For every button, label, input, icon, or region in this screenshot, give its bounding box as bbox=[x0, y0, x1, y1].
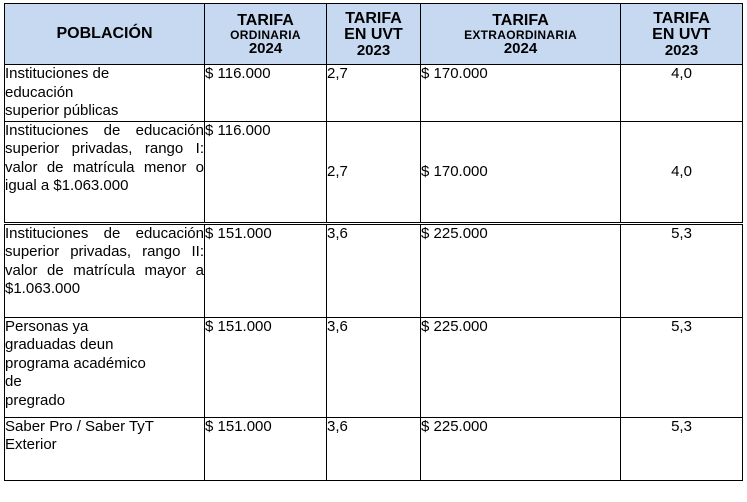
cell-tarifa-extraordinaria: $ 170.000 bbox=[421, 65, 621, 122]
cell-tarifa-ordinaria: $ 116.000 bbox=[205, 121, 327, 223]
cell-poblacion: Personas ya graduadas deun programa académico de pregrado bbox=[5, 317, 205, 417]
cell-tarifa-extraordinaria: $ 225.000 bbox=[421, 417, 621, 480]
header-line: EN UVT bbox=[652, 25, 711, 43]
header-line: EN UVT bbox=[344, 25, 403, 43]
cell-poblacion: Saber Pro / Saber TyT Exterior bbox=[5, 417, 205, 480]
cell-uvt-ordinaria: 2,7 bbox=[327, 121, 421, 223]
table-row bbox=[5, 317, 743, 417]
cell-uvt-ordinaria: 3,6 bbox=[327, 223, 421, 317]
cell-uvt-ordinaria: 3,6 bbox=[327, 317, 421, 417]
header-line: TARIFA bbox=[237, 11, 294, 29]
header-line: TARIFA bbox=[345, 9, 402, 27]
cell-poblacion: Instituciones de educación superior públicas bbox=[5, 65, 205, 122]
header-line: TARIFA bbox=[492, 11, 549, 29]
cell-uvt-ordinaria: 2,7 bbox=[327, 65, 421, 122]
header-tarifa-ordinaria bbox=[205, 4, 327, 65]
cell-tarifa-ordinaria: $ 151.000 bbox=[205, 417, 327, 480]
cell-uvt-extraordinaria: 5,3 bbox=[621, 317, 743, 417]
cell-tarifa-ordinaria: $ 151.000 bbox=[205, 223, 327, 317]
header-line: TARIFA bbox=[653, 9, 710, 27]
table-row bbox=[5, 65, 743, 122]
header-poblacion-label: POBLACIÓN bbox=[56, 25, 153, 42]
table-row bbox=[5, 121, 743, 223]
header-tarifa-extraordinaria bbox=[421, 4, 621, 65]
header-line: 2024 bbox=[503, 39, 538, 57]
tarifas-table bbox=[4, 3, 743, 481]
cell-poblacion: Instituciones de educación superior privadas, rango I: valor de matrícula menor o igual a $1.063.000 bbox=[5, 121, 205, 223]
header-line: 2023 bbox=[664, 41, 699, 59]
table-row bbox=[5, 417, 743, 480]
cell-tarifa-ordinaria: $ 151.000 bbox=[205, 317, 327, 417]
header-line: 2024 bbox=[248, 39, 283, 57]
cell-tarifa-extraordinaria: $ 225.000 bbox=[421, 223, 621, 317]
cell-uvt-extraordinaria: 5,3 bbox=[621, 223, 743, 317]
header-uvt-ordinaria bbox=[327, 4, 421, 65]
cell-uvt-extraordinaria: 5,3 bbox=[621, 417, 743, 480]
header-poblacion bbox=[5, 4, 205, 65]
header-uvt-extraordinaria bbox=[621, 4, 743, 65]
header-row bbox=[5, 4, 743, 65]
header-line: 2023 bbox=[356, 41, 391, 59]
cell-uvt-ordinaria: 3,6 bbox=[327, 417, 421, 480]
cell-tarifa-extraordinaria: $ 170.000 bbox=[421, 121, 621, 223]
cell-tarifa-extraordinaria: $ 225.000 bbox=[421, 317, 621, 417]
table-row bbox=[5, 223, 743, 317]
header-line: EXTRAORDINARIA bbox=[464, 27, 577, 42]
cell-tarifa-ordinaria: $ 116.000 bbox=[205, 65, 327, 122]
cell-poblacion: Instituciones de educación superior privadas, rango II: valor de matrícula mayor a $1.063.000 bbox=[5, 223, 205, 317]
cell-uvt-extraordinaria: 4,0 bbox=[621, 121, 743, 223]
cell-uvt-extraordinaria: 4,0 bbox=[621, 65, 743, 122]
header-line: ORDINARIA bbox=[230, 27, 301, 42]
